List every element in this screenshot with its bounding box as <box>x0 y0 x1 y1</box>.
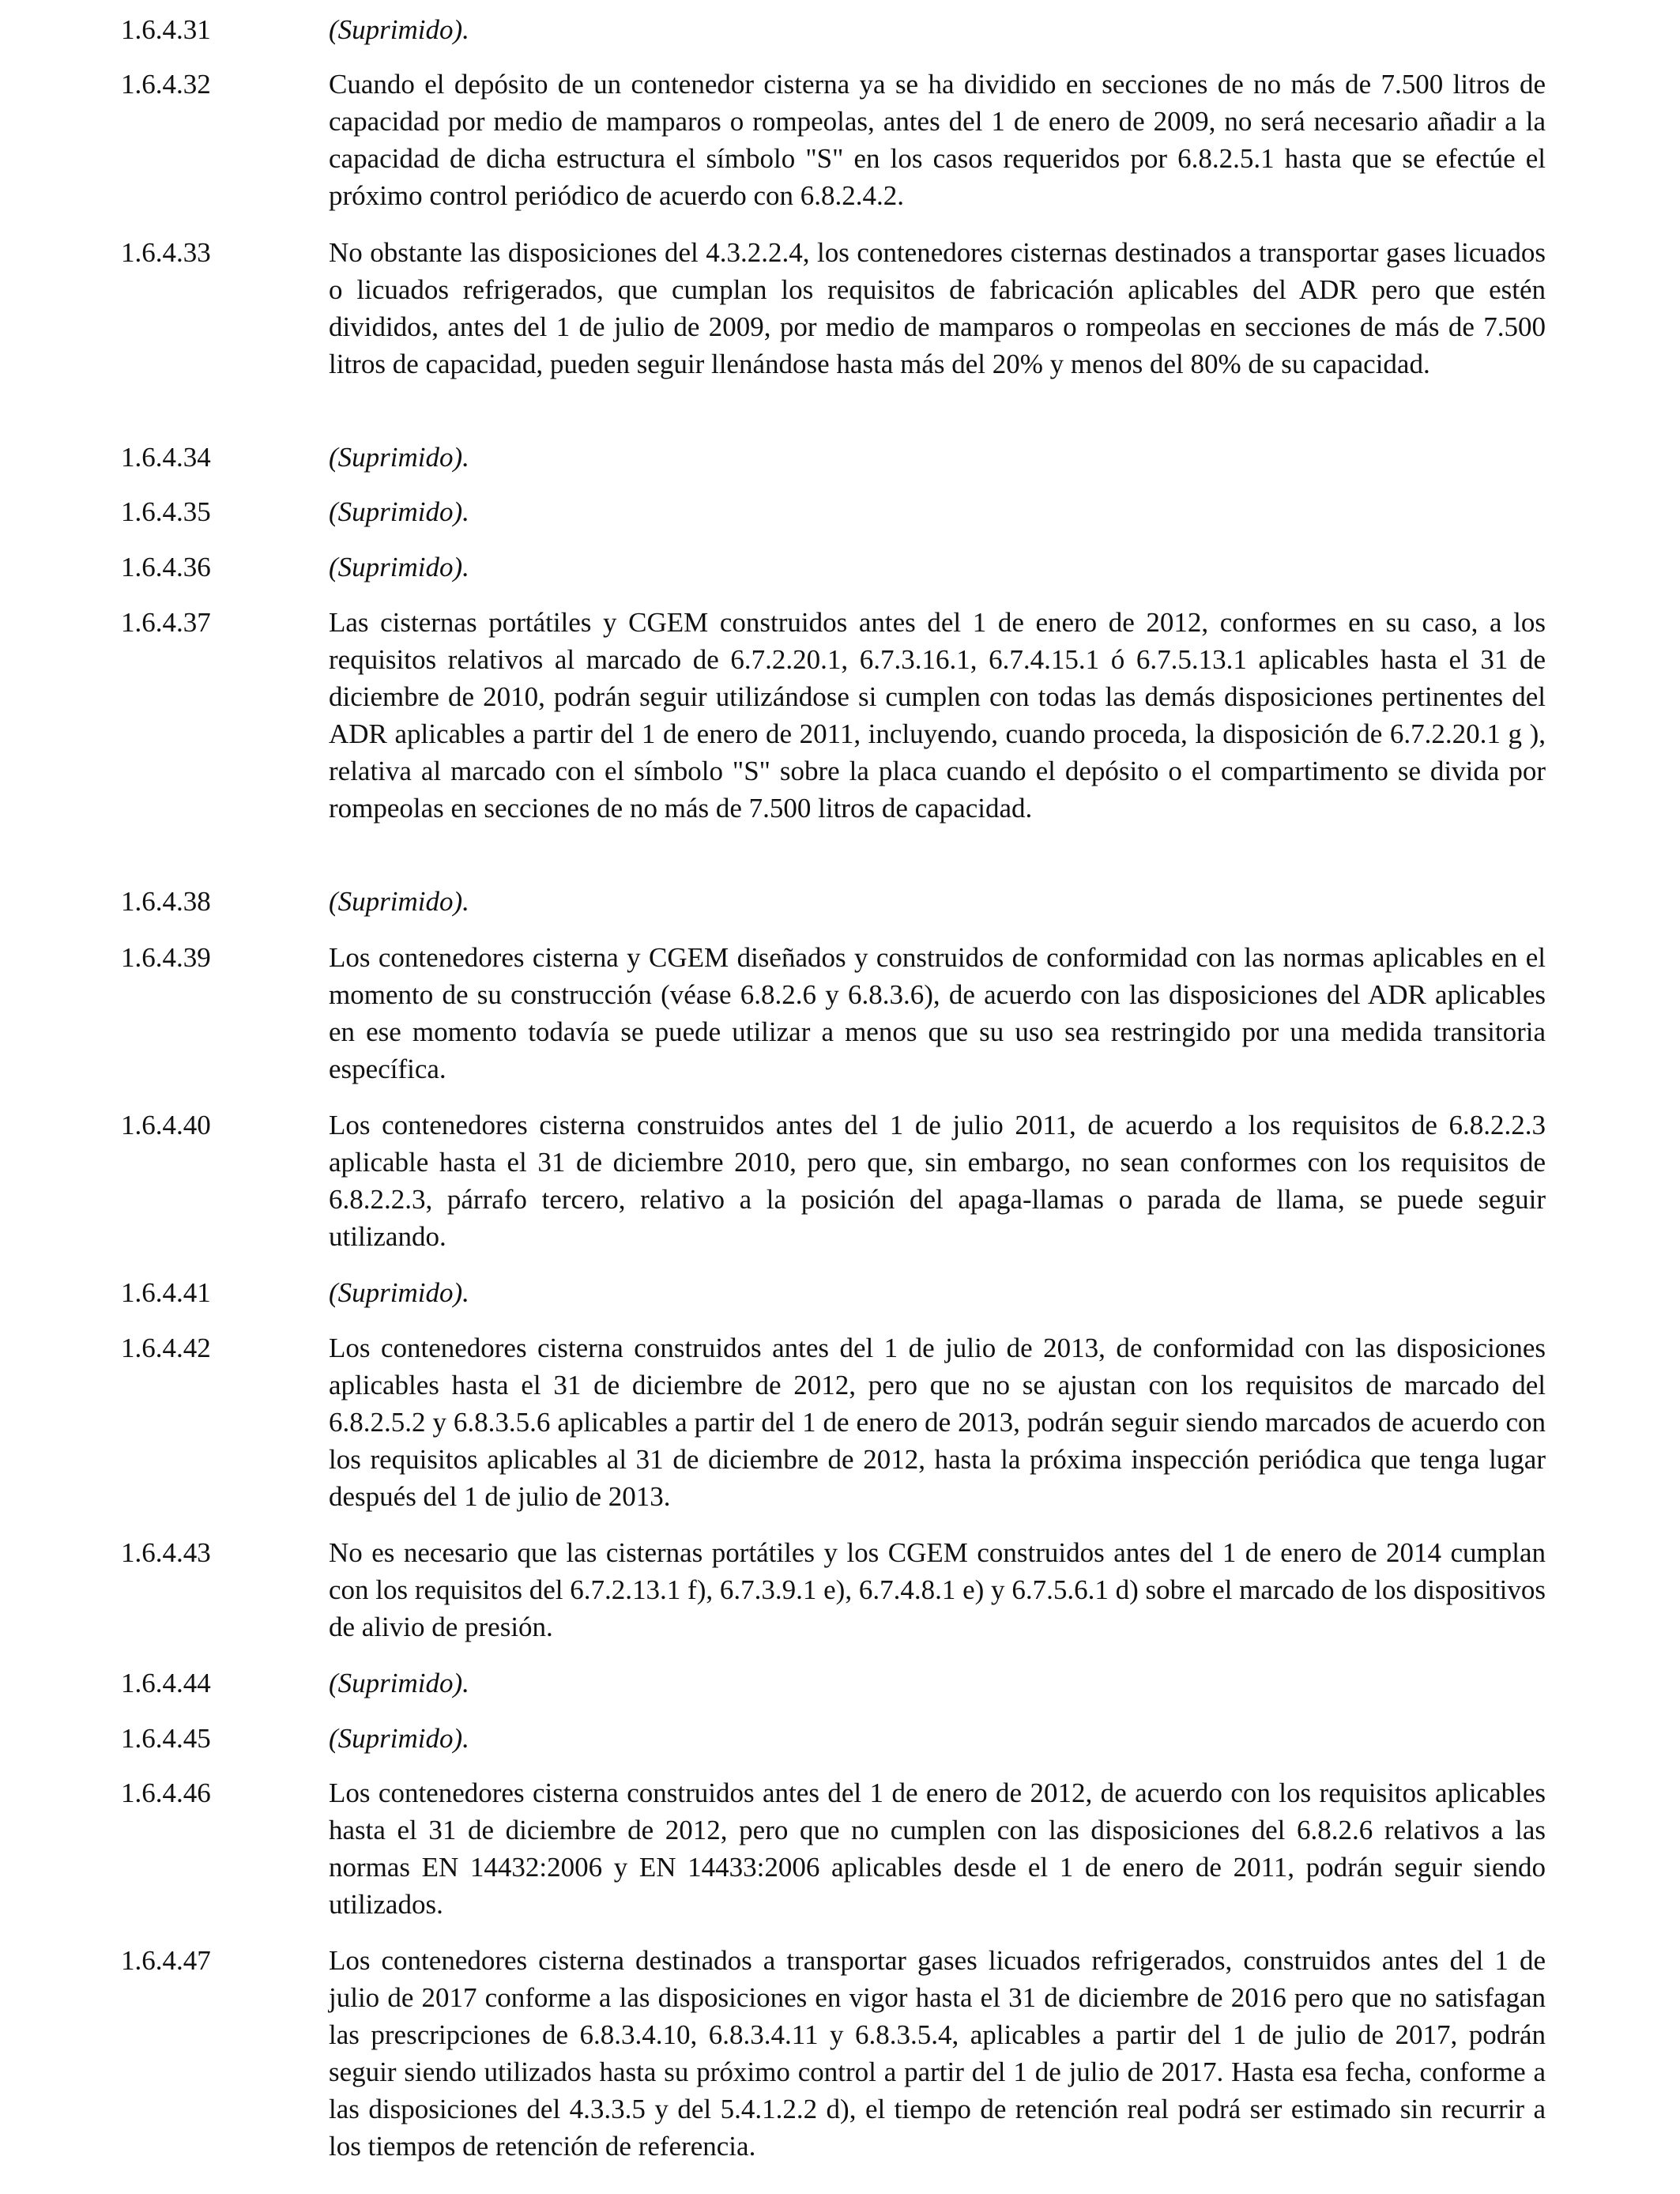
section-text: (Suprimido). <box>329 442 469 473</box>
section-number: 1.6.4.46 <box>121 1777 211 1808</box>
section-text: Las cisternas portátiles y CGEM construidos antes del 1 de enero de 2012, conformes en su caso, a los requisitos relativos al marcado de 6.7.2.20.1, 6.7.3.16.1, 6.7.4.15.1 ó 6.7.5.13.1 aplicables hasta el 31 de diciembre de 2010, podrán seguir utilizándose si cumplen con todas las demás disposiciones pertinentes del ADR aplicables a partir del 1 de enero de 2011, incluyendo, cuando proceda, la disposición de 6.7.2.20.1 g ), relativa al marcado con el símbolo "S" sobre la placa cuando el depósito o el compartimento se divida por rompeolas en secciones de no más de 7.500 litros de capacidad. <box>329 607 1546 824</box>
section-number: 1.6.4.39 <box>121 942 211 973</box>
section-number: 1.6.4.41 <box>121 1277 211 1308</box>
section-text: No es necesario que las cisternas portátiles y los CGEM construidos antes del 1 de enero de 2014 cumplan con los requisitos del 6.7.2.13.1 f), 6.7.3.9.1 e), 6.7.4.8.1 e) y 6.7.5.6.1 d) sobre el marcado de los dispositivos de alivio de presión. <box>329 1537 1546 1642</box>
section-text: (Suprimido). <box>329 1668 469 1698</box>
section-text: Los contenedores cisterna destinados a transportar gases licuados refrigerados, construidos antes del 1 de julio de 2017 conforme a las disposiciones en vigor hasta el 31 de diciembre de 2016 pero que no satisfagan las prescripciones de 6.8.3.4.10, 6.8.3.4.11 y 6.8.3.5.4, aplicables a partir del 1 de julio de 2017, podrán seguir siendo utilizados hasta su próximo control a partir del 1 de julio de 2017. Hasta esa fecha, conforme a las disposiciones del 4.3.3.5 y del 5.4.1.2.2 d), el tiempo de retención real podrá ser estimado sin recurrir a los tiempos de retención de referencia. <box>329 1945 1546 2162</box>
section-text: (Suprimido). <box>329 886 469 917</box>
section-number: 1.6.4.42 <box>121 1333 211 1363</box>
section-number: 1.6.4.44 <box>121 1668 211 1698</box>
section-text: Los contenedores cisterna construidos antes del 1 de enero de 2012, de acuerdo con los requisitos aplicables hasta el 31 de diciembre de 2012, pero que no cumplen con las disposiciones del 6.8.2.6 relativos a las normas EN 14432:2006 y EN 14433:2006 aplicables desde el 1 de enero de 2011, podrán seguir siendo utilizados. <box>329 1777 1546 1920</box>
section-number: 1.6.4.37 <box>121 607 211 638</box>
section-number: 1.6.4.34 <box>121 442 211 473</box>
section-number: 1.6.4.32 <box>121 69 211 100</box>
section-number: 1.6.4.40 <box>121 1110 211 1140</box>
section-number: 1.6.4.31 <box>121 14 211 45</box>
section-number: 1.6.4.43 <box>121 1537 211 1568</box>
section-number: 1.6.4.35 <box>121 496 211 527</box>
section-number: 1.6.4.33 <box>121 237 211 268</box>
section-text: (Suprimido). <box>329 1277 469 1308</box>
section-text: (Suprimido). <box>329 552 469 582</box>
section-text: (Suprimido). <box>329 496 469 527</box>
section-text: (Suprimido). <box>329 14 469 45</box>
section-number: 1.6.4.36 <box>121 552 211 582</box>
section-text: Los contenedores cisterna construidos antes del 1 de julio 2011, de acuerdo a los requisitos de 6.8.2.2.3 aplicable hasta el 31 de diciembre 2010, pero que, sin embargo, no sean conformes con los requisitos de 6.8.2.2.3, párrafo tercero, relativo a la posición del apaga-llamas o parada de llama, se puede seguir utilizando. <box>329 1110 1546 1252</box>
section-text: Los contenedores cisterna construidos antes del 1 de julio de 2013, de conformidad con las disposiciones aplicables hasta el 31 de diciembre de 2012, pero que no se ajustan con los requisitos de marcado del 6.8.2.5.2 y 6.8.3.5.6 aplicables a partir del 1 de enero de 2013, podrán seguir siendo marcados de acuerdo con los requisitos aplicables al 31 de diciembre de 2012, hasta la próxima inspección periódica que tenga lugar después del 1 de julio de 2013. <box>329 1333 1546 1512</box>
section-number: 1.6.4.47 <box>121 1945 211 1976</box>
section-text: Los contenedores cisterna y CGEM diseñados y construidos de conformidad con las normas aplicables en el momento de su construcción (véase 6.8.2.6 y 6.8.3.6), de acuerdo con las disposiciones del ADR aplicables en ese momento todavía se puede utilizar a menos que su uso sea restringido por una medida transitoria específica. <box>329 942 1546 1084</box>
section-text: No obstante las disposiciones del 4.3.2.2.4, los contenedores cisternas destinados a transportar gases licuados o licuados refrigerados, que cumplan los requisitos de fabricación aplicables del ADR pero que estén divididos, antes del 1 de julio de 2009, por medio de mamparos o rompeolas en secciones de más de 7.500 litros de capacidad, pueden seguir llenándose hasta más del 20% y menos del 80% de su capacidad. <box>329 237 1546 379</box>
section-text: Cuando el depósito de un contenedor cisterna ya se ha dividido en secciones de no más de 7.500 litros de capacidad por medio de mamparos o rompeolas, antes del 1 de enero de 2009, no será necesario añadir a la capacidad de dicha estructura el símbolo "S" en los casos requeridos por 6.8.2.5.1 hasta que se efectúe el próximo control periódico de acuerdo con 6.8.2.4.2. <box>329 69 1546 211</box>
section-text: (Suprimido). <box>329 1723 469 1754</box>
section-number: 1.6.4.38 <box>121 886 211 917</box>
section-number: 1.6.4.45 <box>121 1723 211 1754</box>
